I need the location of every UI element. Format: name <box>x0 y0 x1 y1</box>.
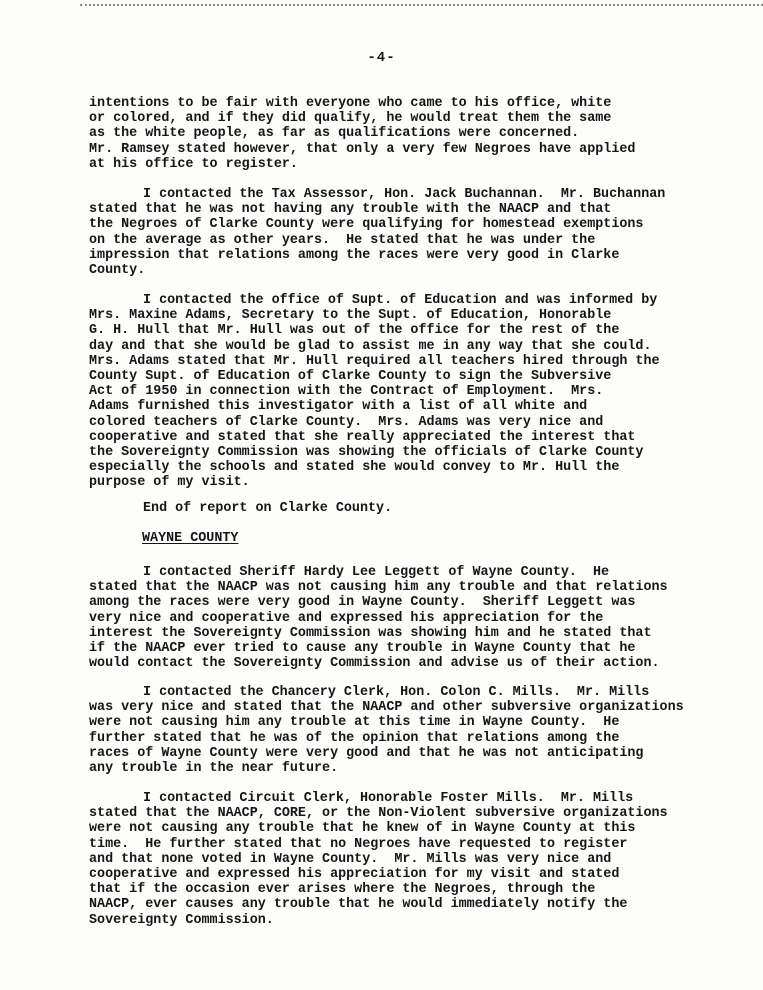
text-line: that if the occasion ever arises where the Negroes, through the <box>89 882 596 898</box>
paragraph-circuit-clerk <box>89 791 759 928</box>
text-line: or colored, and if they did qualify, he would treat them the same <box>89 111 612 127</box>
text-line: I contacted the Tax Assessor, Hon. Jack Buchannan. Mr. Buchannan <box>143 187 666 202</box>
text-line: I contacted the Chancery Clerk, Hon. Colon C. Mills. Mr. Mills <box>143 685 650 700</box>
paragraph-chancery-clerk <box>89 685 759 776</box>
paragraph-supt-education <box>89 293 759 491</box>
paragraph-registrar-continuation <box>89 96 759 172</box>
text-line: I contacted Sheriff Hardy Lee Leggett of Wayne County. He <box>143 565 610 580</box>
text-line: stated that the NAACP, CORE, or the Non-Violent subversive organizations <box>89 806 668 822</box>
page-top-edge <box>80 0 763 6</box>
text-line: races of Wayne County were very good and that he was not anticipating <box>89 745 644 761</box>
text-line: I contacted the office of Supt. of Education and was informed by <box>143 293 658 308</box>
text-line: cooperative and expressed his appreciation for my visit and stated <box>89 867 620 883</box>
text-line: was very nice and stated that the NAACP and other subversive organizations <box>89 700 684 716</box>
page-number: -4- <box>367 50 396 66</box>
text-line: End of report on Clarke County. <box>143 501 393 516</box>
paragraph-tax-assessor <box>89 187 759 278</box>
text-line: colored teachers of Clarke County. Mrs. Adams was very nice and <box>89 414 604 430</box>
text-line: as the white people, as far as qualifications were concerned. <box>89 126 580 142</box>
text-line: if the NAACP ever tried to cause any trouble in Wayne County that he <box>89 641 636 657</box>
section-heading: WAYNE COUNTY <box>142 531 239 546</box>
text-line: further stated that he was of the opinion that relations among the <box>89 730 620 746</box>
text-line: stated that the NAACP was not causing him any trouble and that relations <box>89 580 668 596</box>
text-line: NAACP, ever causes any trouble that he would immediately notify the <box>89 897 628 913</box>
text-line: stated that he was not having any trouble with the NAACP and that <box>89 202 612 218</box>
paragraph-sheriff <box>89 565 759 671</box>
paragraph-end-of-report <box>89 501 759 516</box>
text-line: day and that she would be glad to assist me in any way that she could. <box>89 338 652 354</box>
text-line: and that none voted in Wayne County. Mr. Mills was very nice and <box>89 851 612 867</box>
text-line: were not causing any trouble that he knew of in Wayne County at this <box>89 821 636 837</box>
text-line: were not causing him any trouble at this time in Wayne County. He <box>89 715 620 731</box>
text-line: Mrs. Adams stated that Mr. Hull required all teachers hired through the <box>89 353 660 369</box>
text-line: Sovereignty Commission. <box>89 912 274 928</box>
text-line: G. H. Hull that Mr. Hull was out of the office for the rest of the <box>89 323 620 339</box>
text-line: Adams furnished this investigator with a list of all white and <box>89 399 588 415</box>
text-line: very nice and cooperative and expressed his appreciation for the <box>89 610 604 626</box>
text-line: the Negroes of Clarke County were qualifying for homestead exemptions <box>89 217 644 233</box>
text-line: among the races were very good in Wayne County. Sheriff Leggett was <box>89 595 636 611</box>
text-line: especially the schools and stated she would convey to Mr. Hull the <box>89 460 620 476</box>
text-line: at his office to register. <box>89 156 298 172</box>
text-line: interest the Sovereignty Commission was showing him and he stated that <box>89 625 652 641</box>
text-line: County Supt. of Education of Clarke County to sign the Subversive <box>89 369 612 385</box>
text-line: the Sovereignty Commission was showing the officials of Clarke County <box>89 445 644 461</box>
text-line: time. He further stated that no Negroes have requested to register <box>89 836 628 852</box>
text-line: purpose of my visit. <box>89 475 250 491</box>
text-line: on the average as other years. He stated that he was under the <box>89 232 596 248</box>
text-line: Mr. Ramsey stated however, that only a very few Negroes have applied <box>89 141 636 157</box>
text-line: County. <box>89 263 146 279</box>
text-line: Mrs. Maxine Adams, Secretary to the Supt. of Education, Honorable <box>89 308 612 324</box>
text-line: would contact the Sovereignty Commission and advise us of their action. <box>89 656 660 672</box>
text-line: cooperative and stated that she really appreciated the interest that <box>89 429 636 445</box>
text-line: any trouble in the near future. <box>89 761 339 777</box>
text-line: I contacted Circuit Clerk, Honorable Foster Mills. Mr. Mills <box>143 791 634 806</box>
text-line: intentions to be fair with everyone who came to his office, white <box>89 96 612 111</box>
text-line: Act of 1950 in connection with the Contract of Employment. Mrs. <box>89 384 604 400</box>
text-line: impression that relations among the races were very good in Clarke <box>89 247 620 263</box>
